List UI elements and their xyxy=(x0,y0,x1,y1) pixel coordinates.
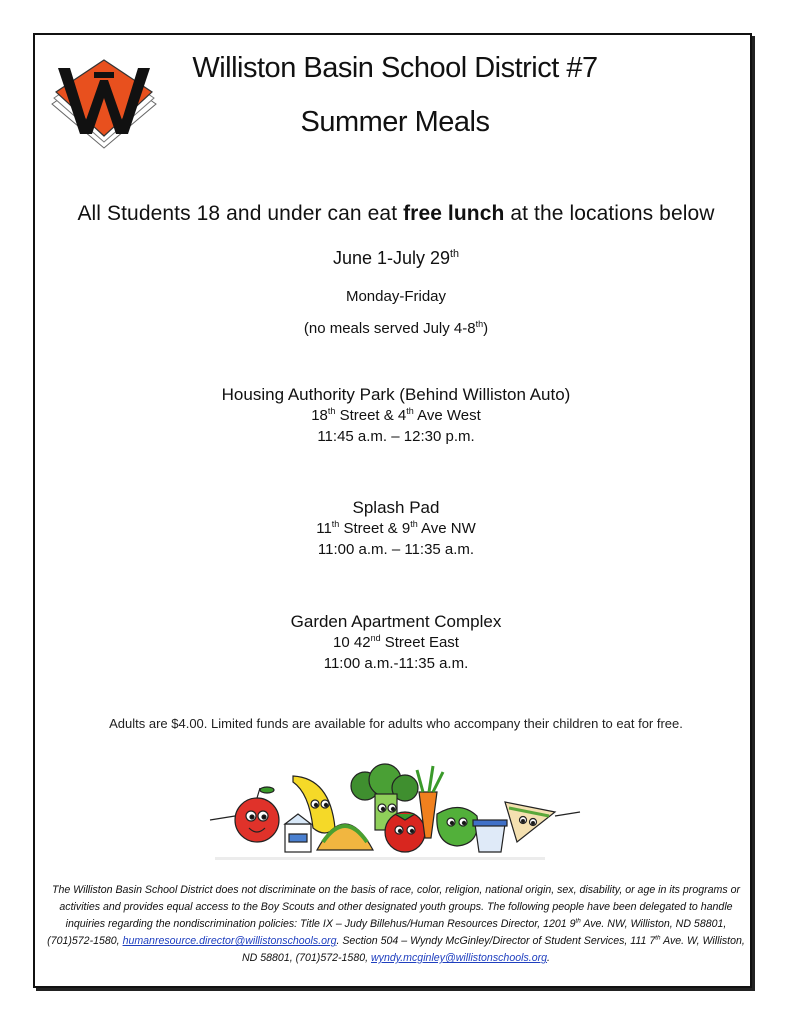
location-time: 11:45 a.m. – 12:30 p.m. xyxy=(317,428,475,445)
address-part: 11 xyxy=(316,520,332,537)
page-title: Williston Basin School District #7 xyxy=(192,52,598,84)
notice-text: Ave. NW, Williston, ND 58801, (701)572-1580, xyxy=(47,918,727,947)
pepper-character-icon xyxy=(437,807,478,846)
notice-text: Ave. W, Williston, ND 58801, (701)572-1580, xyxy=(242,935,745,964)
location-garden-apartment-complex xyxy=(36,612,756,674)
intro-emphasis: free lunch xyxy=(403,202,505,225)
address-part: Street & 4 xyxy=(335,407,407,424)
closure-note xyxy=(36,320,756,337)
milk-carton-character-icon xyxy=(285,814,311,852)
intro-suffix: at the locations below xyxy=(504,202,715,225)
closure-note-close: ) xyxy=(483,320,489,337)
apple-character-icon xyxy=(235,787,279,842)
location-address xyxy=(36,518,756,539)
page-subtitle: Summer Meals xyxy=(300,106,490,138)
intro-line xyxy=(36,202,756,226)
student-services-email-link[interactable]: wyndy.mcginley@willistonschools.org xyxy=(371,952,548,964)
address-sup: th xyxy=(410,519,418,529)
location-address xyxy=(36,405,756,426)
intro-prefix: All Students 18 and under can eat xyxy=(77,202,404,225)
address-sup: th xyxy=(331,519,340,529)
location-time: 11:00 a.m. – 11:35 a.m. xyxy=(317,541,475,558)
location-time: 11:00 a.m.-11:35 a.m. xyxy=(323,655,469,672)
address-sup: th xyxy=(327,406,336,416)
location-address xyxy=(36,632,756,653)
location-name: Garden Apartment Complex xyxy=(290,612,502,631)
closure-note-sup: th xyxy=(475,319,484,329)
location-housing-authority-park xyxy=(36,385,756,447)
hr-director-email-link[interactable]: humanresource.director@willistonschools.org xyxy=(122,935,337,947)
date-range-sup: th xyxy=(450,248,460,260)
date-range-text: June 1-July 29 xyxy=(332,248,451,268)
address-part: Street & 9 xyxy=(339,520,411,537)
notice-text: . Section 504 – Wyndy McGinley/Director of Student Services, 111 7 xyxy=(336,935,656,947)
location-name: Splash Pad xyxy=(352,498,440,517)
location-splash-pad xyxy=(36,498,756,560)
faded-caption-line xyxy=(215,857,545,860)
address-sup: th xyxy=(406,406,414,416)
notice-sup: th xyxy=(575,917,581,925)
service-days: Monday-Friday xyxy=(345,288,447,305)
notice-text: . xyxy=(547,952,550,964)
notice-text: The Williston Basin School District does not discriminate on the basis of race, color, religion, national origin, sex, disability, or age in its programs or activities and provides equal access to the Boy Scouts and other designated youth groups. The following people have been delegated to handle inquiries regarding the nondiscrimination policies: Title IX – Judy Billehus/Human Resources Director, 1201 9 xyxy=(51,884,741,930)
address-part: 10 42 xyxy=(333,634,371,651)
date-range xyxy=(36,248,756,269)
address-part: Ave NW xyxy=(417,520,476,537)
notice-sup: th xyxy=(655,934,661,942)
address-part: Street East xyxy=(380,634,459,651)
closure-note-text: (no meals served July 4-8 xyxy=(303,320,476,337)
address-part: 18 xyxy=(311,407,328,424)
address-sup: nd xyxy=(370,633,381,643)
adult-pricing-note: Adults are $4.00. Limited funds are available for adults who accompany their children to eat for free. xyxy=(109,716,683,731)
tomato-character-icon xyxy=(385,812,425,852)
sandwich-character-icon xyxy=(505,802,555,842)
food-characters-illustration xyxy=(205,758,585,858)
yogurt-cup-character-icon xyxy=(473,820,507,852)
nondiscrimination-notice xyxy=(44,882,748,967)
location-name: Housing Authority Park (Behind Williston Auto) xyxy=(221,385,571,404)
address-part: Ave West xyxy=(413,407,481,424)
